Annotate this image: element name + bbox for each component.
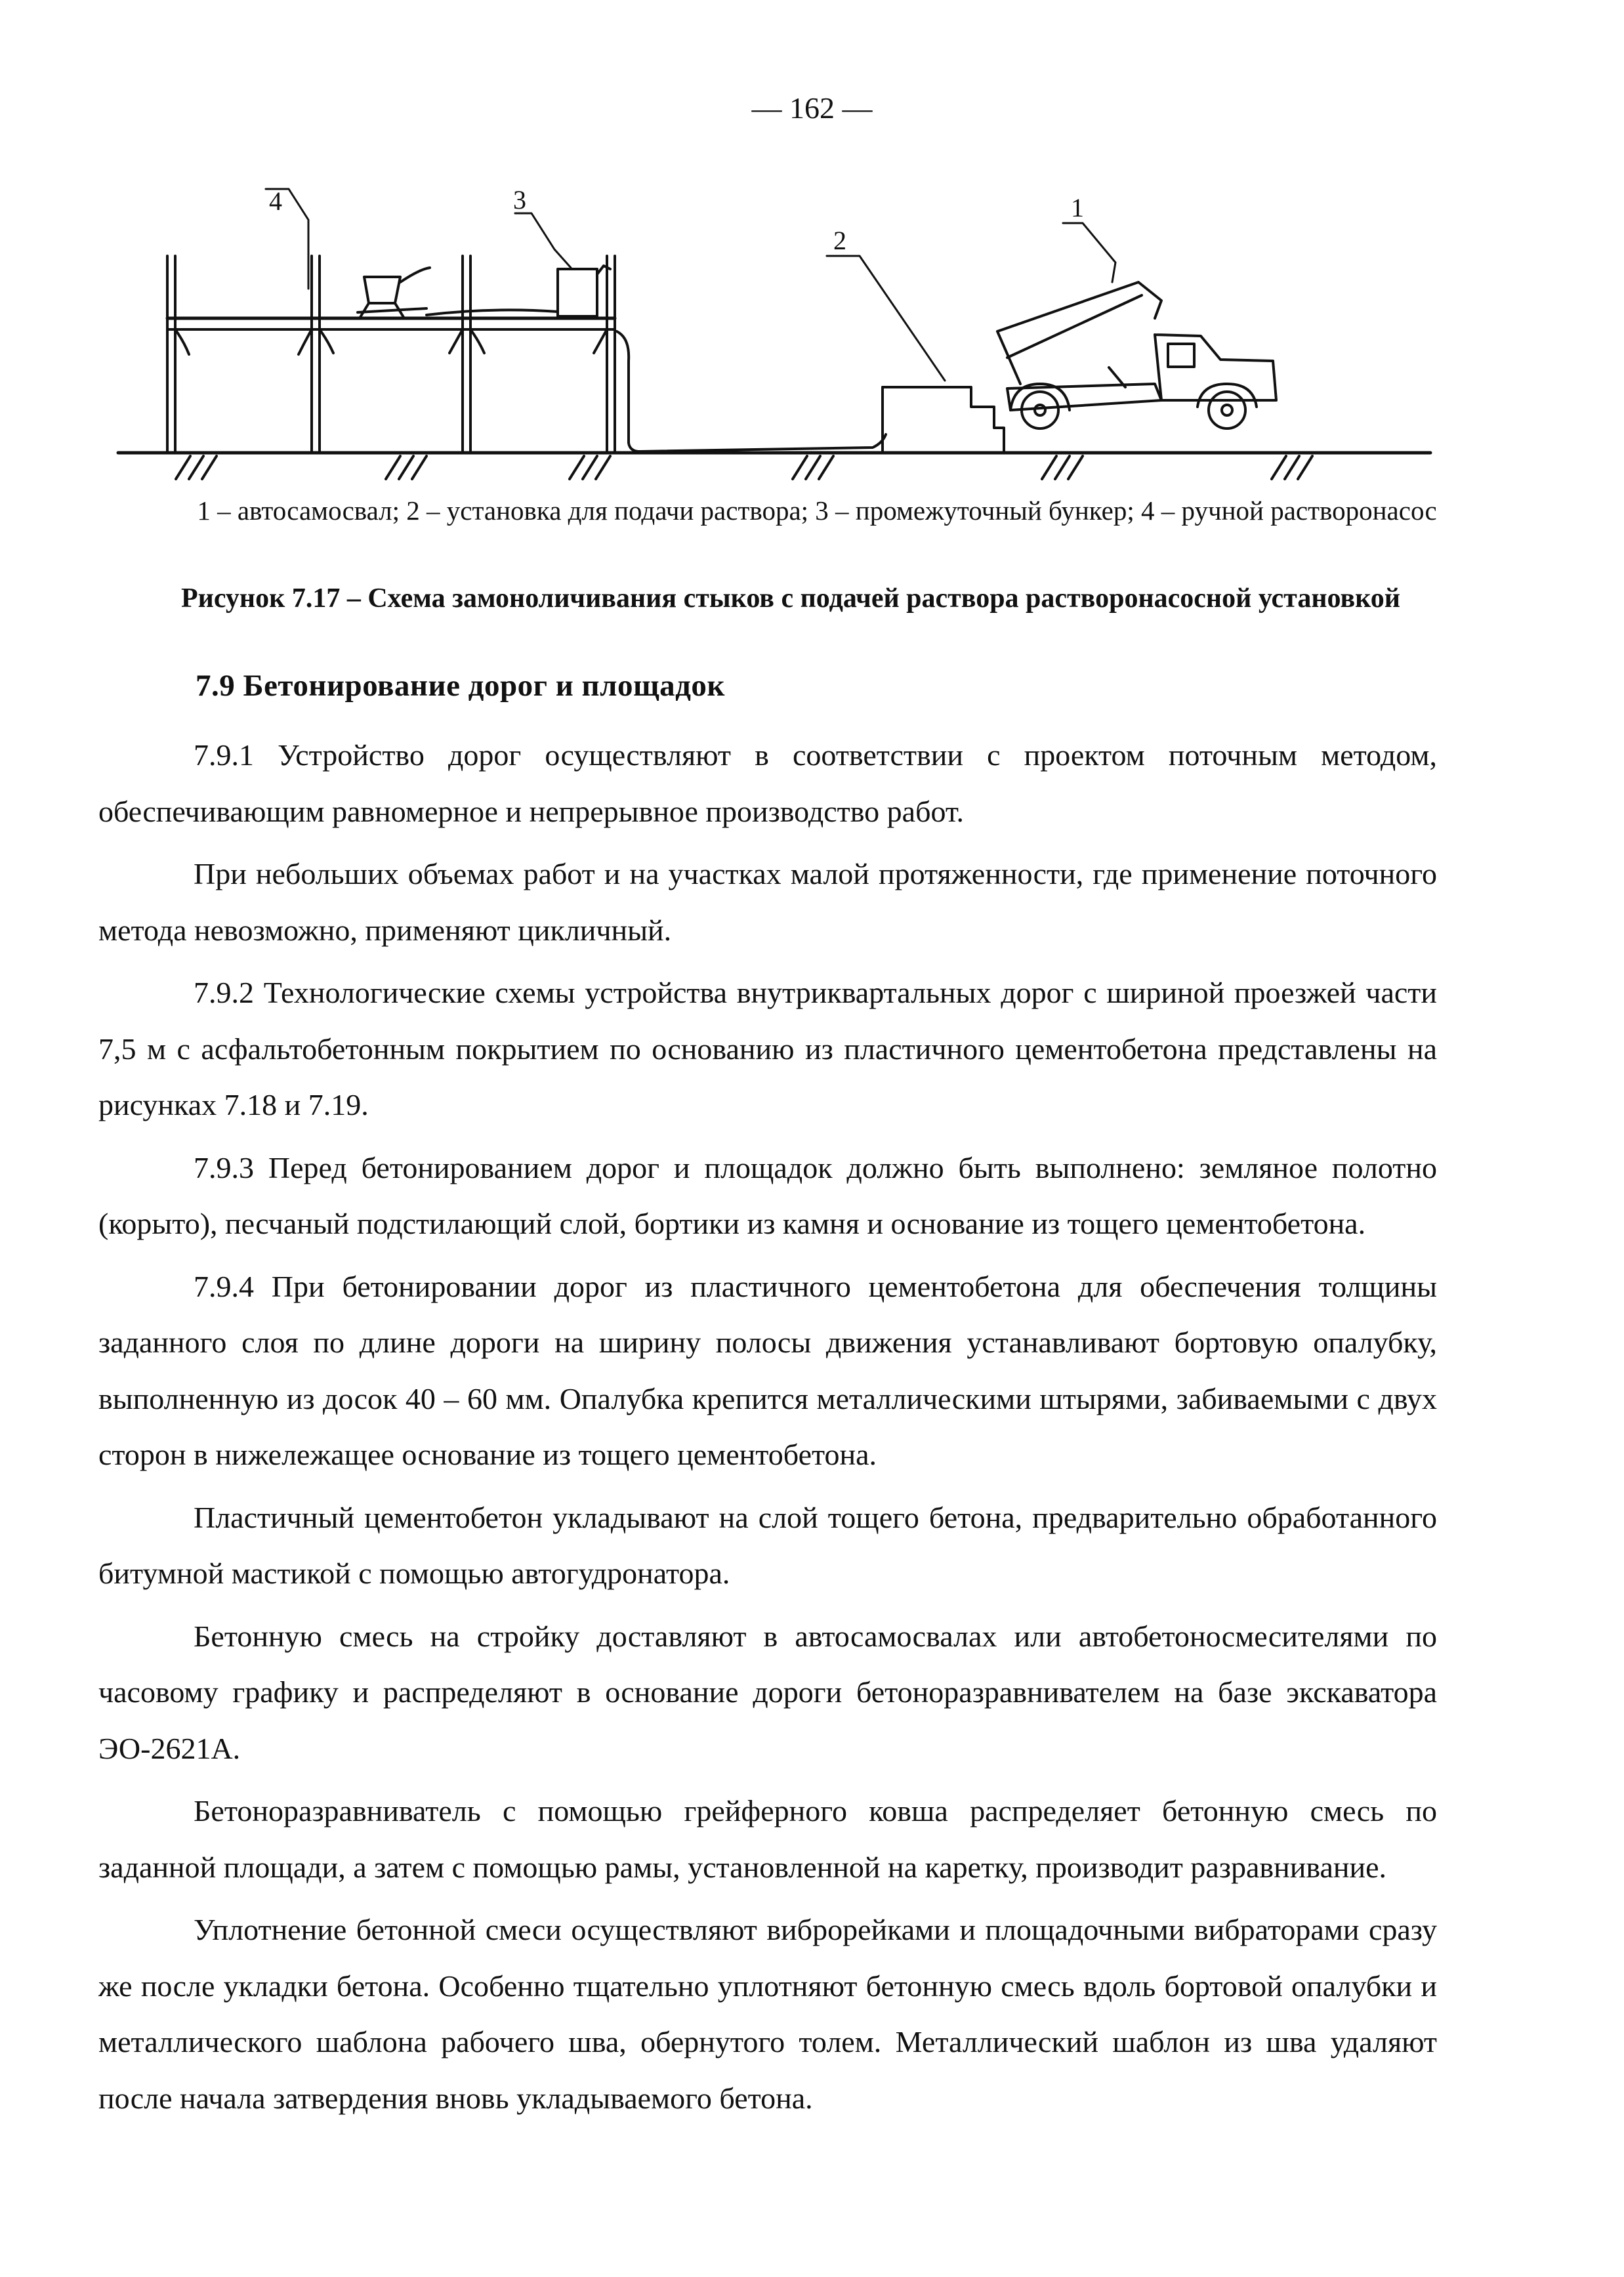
label-4: 4 [269,186,282,216]
hand-pump [266,189,430,318]
paragraph: При небольших объемах работ и на участках малой протяженности, где применение поточного метода невозможно, применяют цикличный. [98,857,1437,947]
paragraph: 7.9.3 Перед бетонированием дорог и площадок должно быть выполнено: земляное полотно (корыто), песчаный подстилающий слой, бортики из камня и основание из тощего цементобетона. [98,1150,1437,1240]
label-1: 1 [1071,193,1084,222]
paragraph: 7.9.2 Технологические схемы устройства внутриквартальных дорог с шириной проезжей части 7,5 м с асфальтобетонным покрытием по основанию из пластичного цементобетона представлены на рисунках 7.18 и 7.19. [98,976,1437,1121]
intermediate-hopper [427,213,610,316]
paragraph: Бетонную смесь на стройку доставляют в автосамосвалах или автобетоносмесителями по часовому графику и распределяют в основание дороги бетоноразравнивателем на базе экскаватора ЭО-2621А. [98,1619,1437,1765]
figure-caption: Рисунок 7.17 – Схема замоноличивания стыков с подачей раствора растворонасосной установкой [180,583,1400,614]
mortar-pump-unit [827,256,1004,453]
label-2: 2 [833,226,846,255]
page-number: — 162 — [751,91,873,125]
section-title: 7.9 Бетонирование дорог и площадок [196,669,726,703]
paragraph: Уплотнение бетонной смеси осуществляют виброрейками и площадочными вибраторами сразу же после укладки бетона. Особенно тщательно уплотняют бетонную смесь вдоль бортовой опалубки и металлического шаблона рабочего шва, обернутого толем. Металлический шаблон из шва удаляют после начала затвердения вновь укладываемого бетона. [98,1913,1437,2115]
dump-truck [997,223,1276,428]
delivery-hose [617,331,886,451]
figure-7-17 [112,184,1450,499]
label-3: 3 [513,185,526,215]
scaffold-frame [167,256,615,453]
paragraph: Пластичный цементобетон укладывают на слой тощего бетона, предварительно обработанного битумной мастикой с помощью автогудронатора. [98,1500,1437,1590]
body-text [98,727,1437,2133]
scheme-drawing [112,184,1450,499]
figure-legend: 1 – автосамосвал; 2 – установка для подачи раствора; 3 – промежуточный бункер; 4 – ручной растворонасос [197,495,1437,526]
paragraph: Бетоноразравниватель с помощью грейферного ковша распределяет бетонную смесь по заданной площади, а затем с помощью рамы, установленной на каретку, производит разравнивание. [98,1794,1437,1884]
paragraph: 7.9.1 Устройство дорог осуществляют в соответствии с проектом поточным методом, обеспечивающим равномерное и непрерывное производство работ. [98,738,1437,828]
paragraph: 7.9.4 При бетонировании дорог из пластичного цементобетона для обеспечения толщины заданного слоя по длине дороги на ширину полосы движения устанавливают бортовую опалубку, выполненную из досок 40 – 60 мм. Опалубка крепится металлическими штырями, забиваемыми с двух сторон в нижележащее основание из тощего цементобетона. [98,1269,1437,1471]
ground [118,453,1430,479]
